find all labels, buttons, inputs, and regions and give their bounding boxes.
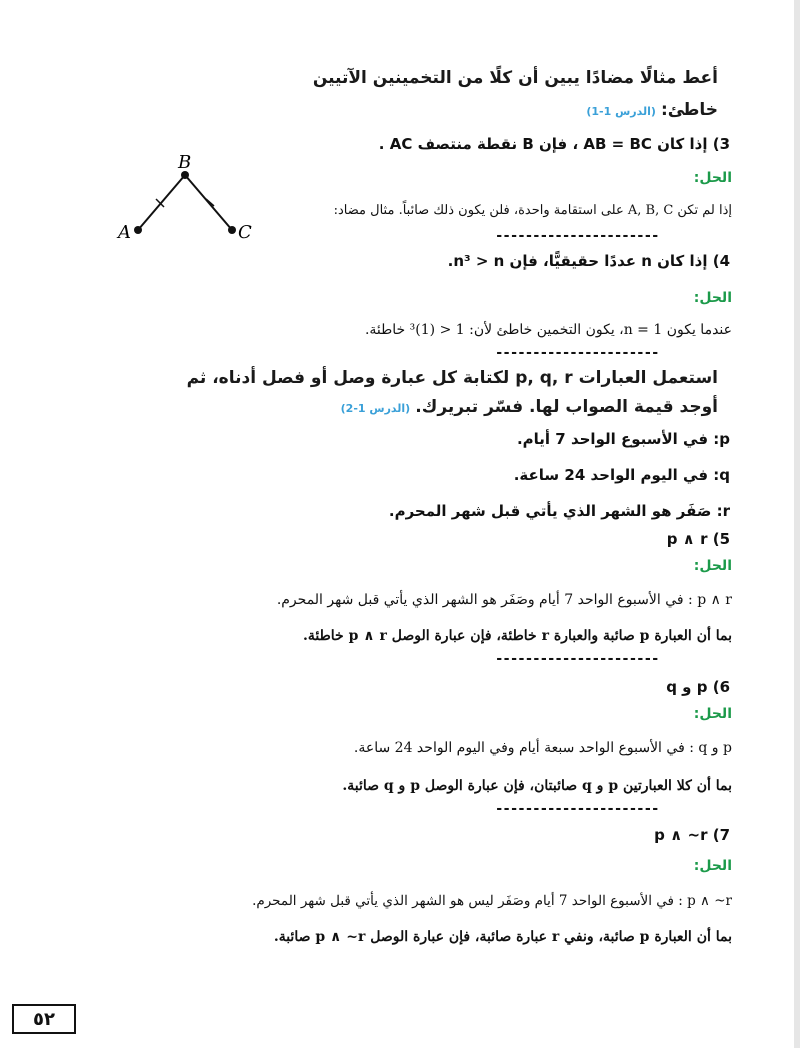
solution-4: عندما يكون n = 1، يكون التخمين خاطئ لأن: 1 < (1)³ خاطئة. bbox=[364, 322, 732, 338]
segment-ab bbox=[138, 175, 185, 230]
separator: ---------------------- bbox=[495, 651, 659, 667]
solution-6-line2: بما أن كلا العبارتين p و q صائبتان، فإن عبارة الوصل p و q صائبة. bbox=[342, 778, 732, 794]
separator: ---------------------- bbox=[495, 801, 659, 817]
problem-6: 6) p و q bbox=[666, 678, 730, 696]
statement-r: r: صَفَر هو الشهر الذي يأتي قبل شهر المحرم. bbox=[388, 502, 730, 520]
statement-p: p: في الأسبوع الواحد 7 أيام. bbox=[516, 430, 730, 448]
false-word: خاطئ: bbox=[660, 100, 718, 120]
problem-5: 5) p ∧ r bbox=[666, 530, 730, 548]
solution-label-3: الحل: bbox=[693, 170, 732, 186]
problem-4: 4) إذا كان n عددًا حقيقيًّا، فإن n³ > n. bbox=[447, 252, 730, 270]
solution-label-6: الحل: bbox=[693, 706, 732, 722]
point-a bbox=[134, 226, 142, 234]
solution-7-line1: p ∧ ~r : في الأسبوع الواحد 7 أيام وصَفَر ليس هو الشهر الذي يأتي قبل شهر المحرم. bbox=[252, 893, 732, 909]
solution-label-7: الحل: bbox=[693, 858, 732, 874]
solution-5-line2: بما أن العبارة p صائبة والعبارة r خاطئة، فإن عبارة الوصل p ∧ r خاطئة. bbox=[303, 628, 732, 644]
solution-label-4: الحل: bbox=[693, 290, 732, 306]
section2-line2: أوجد قيمة الصواب لها. فسّر تبريرك. bbox=[415, 397, 718, 417]
page-edge bbox=[794, 0, 800, 1048]
lesson-tag: (الدرس 1-1) bbox=[586, 105, 656, 118]
page-number: ٥٢ bbox=[12, 1004, 76, 1034]
label-c: C bbox=[238, 222, 252, 243]
statement-q: q: في اليوم الواحد 24 ساعة. bbox=[513, 466, 730, 484]
separator: ---------------------- bbox=[495, 228, 659, 244]
label-b: B bbox=[178, 152, 192, 173]
point-c bbox=[228, 226, 236, 234]
problem-7: 7) p ∧ ~r bbox=[654, 826, 730, 844]
section2-line2-row bbox=[341, 397, 718, 417]
problem-3: 3) إذا كان AB = BC ، فإن B نقطة منتصف AC . bbox=[378, 135, 730, 153]
false-line bbox=[586, 100, 718, 120]
separator: ---------------------- bbox=[495, 345, 659, 361]
lesson-tag-2: (الدرس 1-2) bbox=[340, 402, 411, 415]
section2-line1: استعمل العبارات p, q, r لكتابة كل عبارة وصل أو فصل أدناه، ثم bbox=[186, 368, 718, 388]
instruction-heading: أعط مثالًا مضادًا يبين أن كلًا من التخمينين الآتيين bbox=[312, 68, 718, 88]
segment-bc bbox=[185, 175, 232, 230]
solution-5-line1: p ∧ r : في الأسبوع الواحد 7 أيام وصَفَر هو الشهر الذي يأتي قبل شهر المحرم. bbox=[276, 592, 732, 608]
solution-3: إذا لم تكن A, B, C على استقامة واحدة، فلن يكون ذلك صائباً. مثال مضاد: bbox=[333, 203, 732, 218]
solution-6-line1: p و q : في الأسبوع الواحد سبعة أيام وفي اليوم الواحد 24 ساعة. bbox=[353, 740, 732, 756]
solution-7-line2: بما أن العبارة p صائبة، ونفي r عبارة صائبة، فإن عبارة الوصل p ∧ ~r صائبة. bbox=[273, 929, 732, 945]
counterexample-diagram bbox=[110, 150, 260, 250]
label-a: A bbox=[118, 222, 131, 243]
solution-label-5: الحل: bbox=[693, 558, 732, 574]
